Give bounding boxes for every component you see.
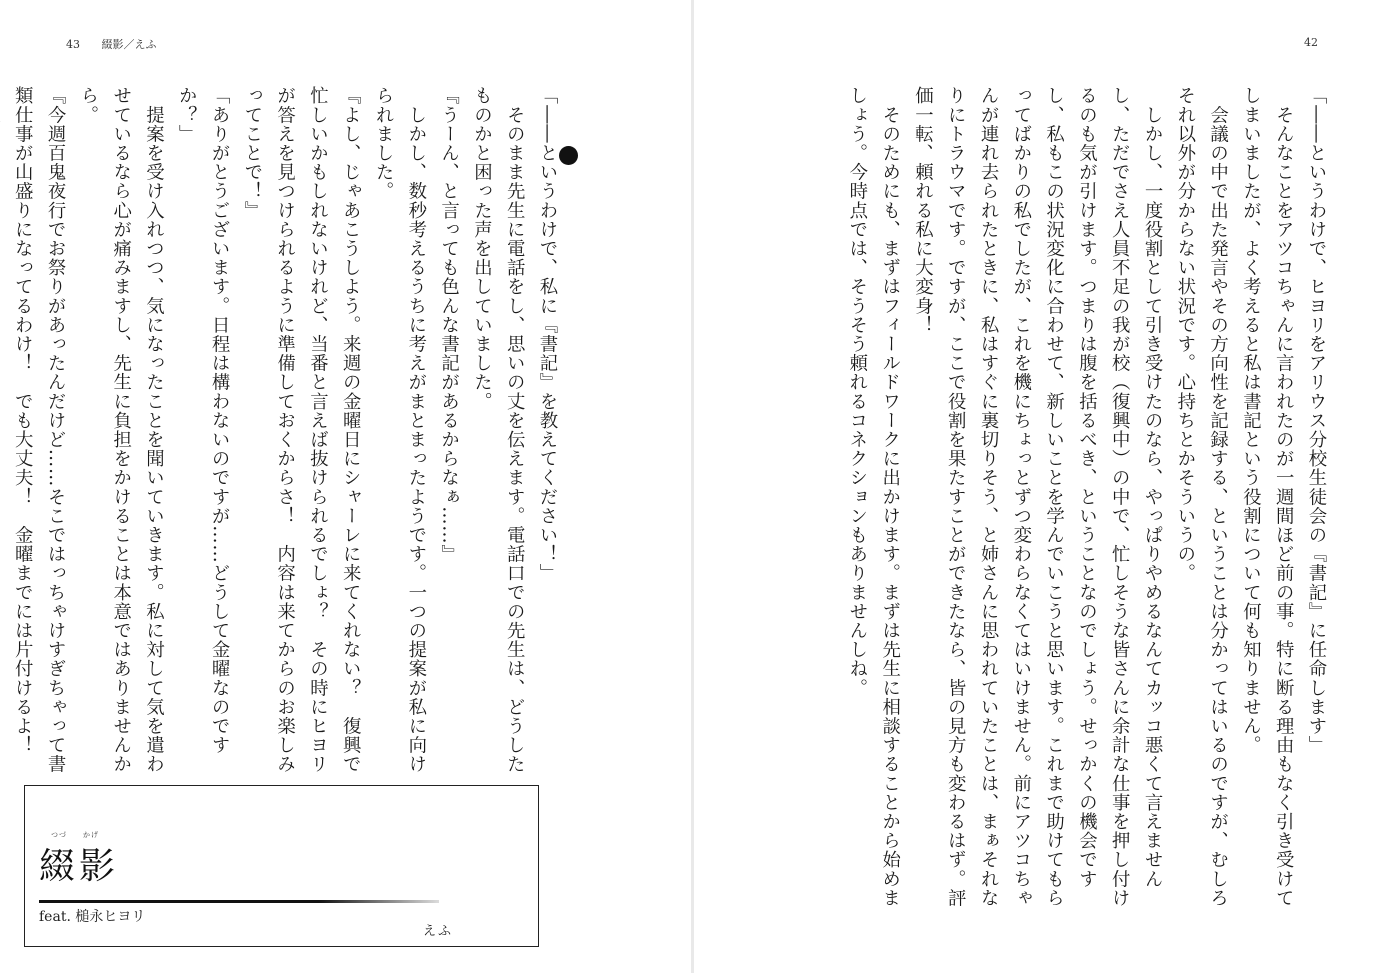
- ruby-1: つづ: [51, 831, 67, 839]
- title-rule: [39, 900, 439, 903]
- running-title: 綴影／えふ: [101, 38, 157, 51]
- page-number-right: 42: [1304, 36, 1318, 49]
- paragraph: 『よし、じゃあこうしよう。来週の金曜日にシャーレに来てくれない？ 復興で忙しいかもしれないけれど、当番と言えば抜けられるでしょ？ その時にヒヨリが答えを見つけられるように準備しておくからさ！ 内容は来てからのお楽しみってことで！』: [241, 86, 362, 774]
- section-dot-ornament: [559, 146, 578, 165]
- body-text-right: [846, 86, 1332, 916]
- story-title: 綴影: [39, 846, 120, 887]
- paragraph: そんなことをアツコちゃんに言われたのが一週間ほど前の事。特に断る理由もなく引き受けてしまいましたが、よく考えると私は書記という役割について何も知りません。: [1240, 86, 1295, 908]
- paragraph: 「ありがとうございます。日程は構わないのですが……どうして金曜なのですか？」: [176, 86, 231, 755]
- paragraph: 会議の中で出た発言やその方向性を記録する、ということは分かってはいるのですが、むしろそれ以外が分からない状況です。心持ちとかそういうの。: [1174, 86, 1229, 908]
- paragraph: 提案を受け入れつつ、気になったことを聞いていきます。私に対して気を遣わせているなら心が痛みますし、先生に負担をかけることは本意ではありませんから。: [77, 86, 165, 774]
- page-number-left: 43: [66, 38, 80, 51]
- paragraph: 『今週百鬼夜行でお祭りがあったんだけど……そこではっちゃけすぎちゃって書類仕事が山盛りになってるわけ！ でも大丈夫！ 金曜までには片付けるよ！: [12, 86, 67, 774]
- paragraph: しかし、一度役割として引き受けたのなら、やっぱりやめるなんてカッコ悪くて言えませんし、ただでさえ人員不足の我が校（復興中）の中で、忙しそうな皆さんに余計な仕事を押し付けるのも気が引けます。つまりは腹を括るべき、ということなのでしょう。せっかくの機会ですし、私もこの状況変化に合わせて、新しいことを学んでいこうと思います。これまで助けてもらってばかりの私でしたが、これを機にちょっとずつ変わらなくてはいけません。前にアツコちゃんが連れ去られたときに、私はすぐに裏切りそう、と姉さんに思われていたことは、まぁそれなりにトラウマです。ですが、ここで役割を果たすことができたなら、皆の見方も変わるはず。評価一転、頼れる私に大変身！: [912, 86, 1164, 908]
- paragraph: そのためにも、まずはフィールドワークに出かけます。まずは先生に相談することから始めましょう。今時点では、そうそう頼れるコネクションもありませんしね。: [846, 86, 901, 908]
- story-title-box: [24, 785, 539, 947]
- paragraph: しかし、数秒考えるうちに考えがまとまったようです。一つの提案が私に向けられました。: [373, 86, 427, 774]
- author-name: えふ: [423, 924, 454, 939]
- paragraph: 『うーん、と言っても色んな書記があるからなぁ……』: [438, 86, 460, 564]
- paragraph: 「――というわけで、ヒヨリをアリウス分校生徒会の『書記』に任命します」: [1306, 86, 1327, 755]
- left-page: [0, 0, 691, 973]
- body-text-left: [12, 86, 563, 786]
- ruby-2: かげ: [83, 831, 99, 839]
- paragraph: そのまま先生に電話をし、思いの丈を伝えます。電話口での先生は、どうしたものかと困った声を出していました。: [471, 86, 526, 774]
- right-page: [694, 0, 1383, 973]
- running-head-left: [66, 36, 157, 52]
- story-subtitle: feat. 槌永ヒヨリ: [39, 909, 146, 925]
- paragraph: 「――というわけで、私に『書記』を教えてください！」: [537, 86, 558, 583]
